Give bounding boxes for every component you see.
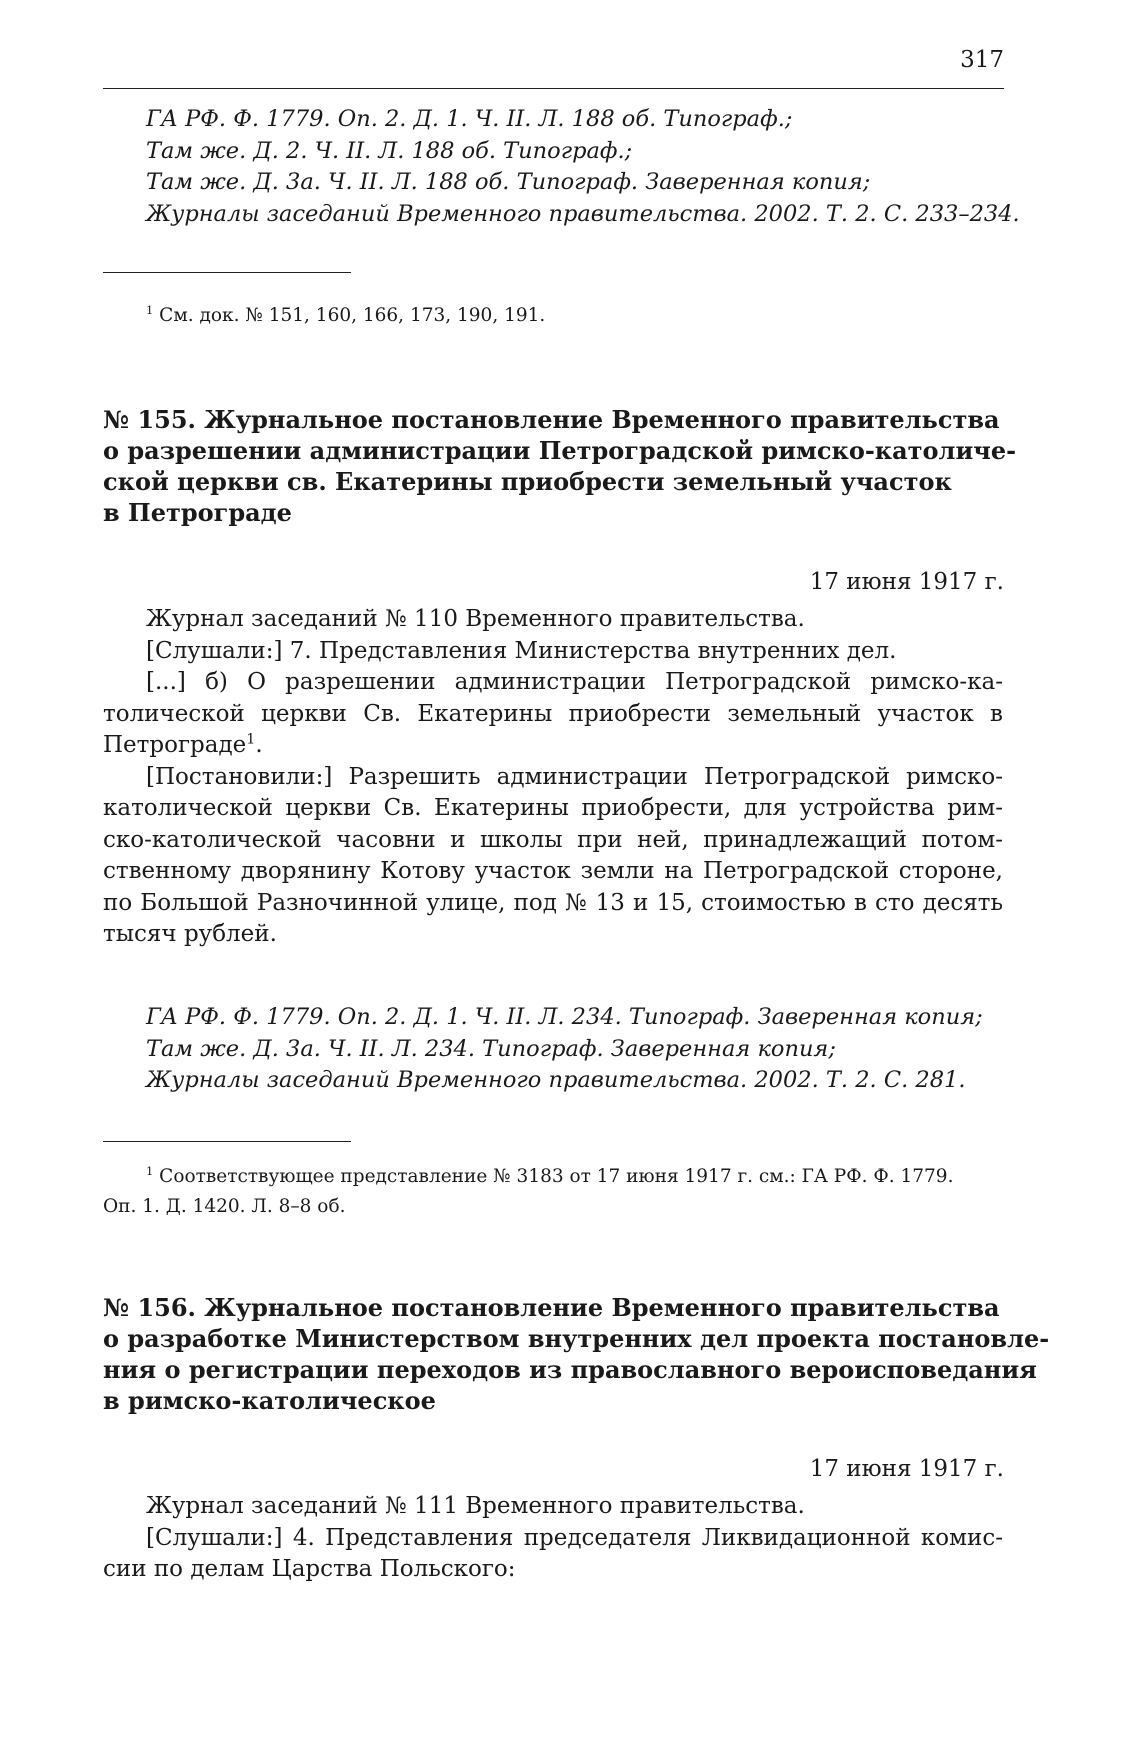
body-line: ско-католической часовни и школы при ней, принадлежащий потом- <box>103 826 1003 853</box>
source-line: Журналы заседаний Временного правительства. 2002. Т. 2. С. 233–234. <box>146 200 1020 227</box>
footnote <box>146 301 1006 331</box>
document-body-155 <box>103 604 1003 951</box>
footnote-text: Соответствующее представление № 3183 от 17 июня 1917 г. см.: ГА РФ. Ф. 1779. <box>153 1166 954 1187</box>
source-line: Там же. Д. 3а. Ч. II. Л. 234. Типограф. Заверенная копия; <box>146 1035 836 1062</box>
heading-line: о разрешении администрации Петроградской римско-католиче- <box>103 436 1017 465</box>
body-line: тысяч рублей. <box>103 921 277 947</box>
footnote-mark: 1 <box>146 1163 154 1178</box>
footnote <box>146 1162 1006 1192</box>
footnote-text: См. док. № 151, 160, 166, 173, 190, 191. <box>153 305 546 326</box>
footnote-rule <box>103 1141 351 1142</box>
body-line: Журнал заседаний № 110 Временного правительства. <box>146 606 805 632</box>
document-heading-155 <box>103 404 1017 528</box>
footnote-continuation: Оп. 1. Д. 1420. Л. 8–8 об. <box>103 1196 346 1217</box>
heading-line: № 156. Журнальное постановление Временного правительства <box>103 1293 1000 1322</box>
page-number: 317 <box>960 47 1004 73</box>
document-date-156: 17 июня 1917 г. <box>809 1456 1004 1482</box>
body-line: толической церкви Св. Екатерины приобрести земельный участок в <box>103 700 1003 727</box>
document-date-155: 17 июня 1917 г. <box>809 569 1004 595</box>
body-line: [Слушали:] 7. Представления Министерства внутренних дел. <box>146 637 897 664</box>
heading-line: о разработке Министерством внутренних дел проекта постановле- <box>103 1324 1050 1353</box>
document-body-156 <box>103 1491 1003 1586</box>
body-line: ственному дворянину Котову участок земли на Петроградской стороне, <box>103 858 1003 884</box>
body-line <box>103 730 1003 762</box>
body-line: [Постановили:] Разрешить администрации Петроградской римско- <box>146 763 1003 790</box>
heading-line: в римско-католическое <box>103 1386 436 1415</box>
source-line: ГА РФ. Ф. 1779. Оп. 2. Д. 1. Ч. II. Л. 234. Типограф. Заверенная копия; <box>146 1004 983 1030</box>
body-line: по Большой Разночинной улице, под № 13 и 15, стоимостью в сто десять <box>103 889 1003 916</box>
source-citation-block <box>146 1002 1006 1097</box>
source-line: Там же. Д. 2. Ч. II. Л. 188 об. Типограф.; <box>146 137 633 164</box>
body-text: . <box>255 732 263 758</box>
heading-line: № 155. Журнальное постановление Временного правительства <box>103 405 1000 434</box>
source-line: Там же. Д. 3а. Ч. II. Л. 188 об. Типограф. Заверенная копия; <box>146 169 871 195</box>
document-heading-156 <box>103 1292 1050 1416</box>
footnote-rule <box>103 272 351 273</box>
footnote-mark: 1 <box>246 731 256 748</box>
body-line: сии по делам Царства Польского: <box>103 1556 516 1582</box>
heading-line: ской церкви св. Екатерины приобрести земельный участок <box>103 467 952 496</box>
body-text: Петрограде <box>103 732 247 758</box>
header-rule <box>103 88 1004 89</box>
source-citation-block <box>146 104 1020 230</box>
body-line: Журнал заседаний № 111 Временного правительства. <box>146 1493 805 1519</box>
heading-line: в Петрограде <box>103 498 292 527</box>
source-line: Журналы заседаний Временного правительства. 2002. Т. 2. С. 281. <box>146 1067 966 1093</box>
source-line: ГА РФ. Ф. 1779. Оп. 2. Д. 1. Ч. II. Л. 188 об. Типограф.; <box>146 106 793 132</box>
body-line: католической церкви Св. Екатерины приобрести, для устройства рим- <box>103 795 1003 821</box>
body-line: [...] б) О разрешении администрации Петроградской римско-ка- <box>146 669 1003 695</box>
heading-line: ния о регистрации переходов из православного вероисповедания <box>103 1355 1037 1384</box>
body-line: [Слушали:] 4. Представления председателя Ликвидационной комис- <box>146 1524 1003 1551</box>
footnote-mark: 1 <box>146 302 154 317</box>
